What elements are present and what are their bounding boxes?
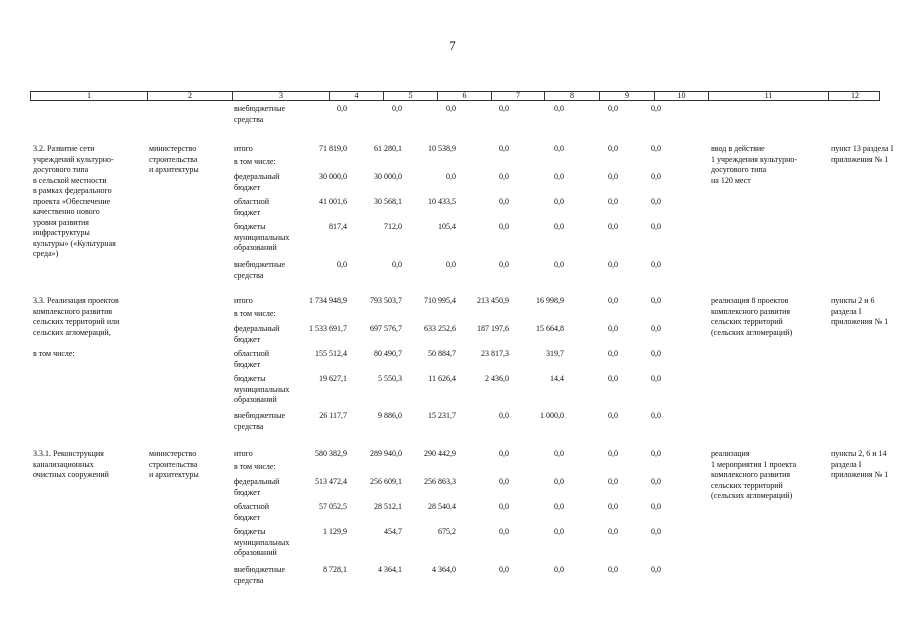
header-cell-11: 11 <box>708 92 828 100</box>
amount-cell-col5: 0,0 <box>392 260 402 269</box>
amount-cell-col7: 0,0 <box>499 411 509 420</box>
header-cell-3: 3 <box>232 92 329 100</box>
funding-source-label: муниципальных <box>234 232 290 242</box>
amount-cell-col5: 4 364,1 <box>378 565 402 574</box>
reference-text: пункты 2, 6 и 14 <box>831 449 887 458</box>
header-cell-10: 10 <box>654 92 708 100</box>
reference-text: приложения № 1 <box>831 154 889 164</box>
amount-cell-col6: 10 538,9 <box>428 144 456 153</box>
amount-cell-col4: 0,0 <box>337 260 347 269</box>
program-item-text: 3.3. Реализация проектов <box>33 296 119 305</box>
amount-cell-col9: 0,0 <box>608 374 618 383</box>
amount-cell-col4: 8 728,1 <box>323 565 347 574</box>
amount-cell-col7: 0,0 <box>499 172 509 181</box>
amount-cell-col8: 0,0 <box>554 477 564 486</box>
program-item-text: инфраструктуры <box>33 228 90 237</box>
header-cell-5: 5 <box>383 92 437 100</box>
amount-cell-col5: 712,0 <box>384 222 402 231</box>
amount-cell-col7: 0,0 <box>499 502 509 511</box>
program-item-text: качественно нового <box>33 207 100 216</box>
amount-cell-col8: 0,0 <box>554 260 564 269</box>
amount-cell-col6: 710 995,4 <box>424 296 456 305</box>
funding-source-label: муниципальных <box>234 384 290 394</box>
funding-source-label: итого <box>234 144 253 153</box>
program-item-text: в сельской местности <box>33 175 107 185</box>
amount-cell-col4: 41 001,6 <box>319 197 347 206</box>
amount-cell-col9: 0,0 <box>608 144 618 153</box>
expected-result: комплексного развития <box>711 306 791 316</box>
header-cell-4: 4 <box>329 92 383 100</box>
amount-cell-col6: 4 364,0 <box>432 565 456 574</box>
funding-source-label: средства <box>234 114 264 124</box>
amount-cell-col6: 0,0 <box>446 172 456 181</box>
amount-cell-col10: 0,0 <box>651 296 661 305</box>
funding-source-label: областной <box>234 349 270 358</box>
amount-cell-col7: 0,0 <box>499 477 509 486</box>
amount-cell-col4: 817,4 <box>329 222 347 231</box>
amount-cell-col4: 513 472,4 <box>315 477 347 486</box>
funding-source-label: образований <box>234 548 277 557</box>
amount-cell-col9: 0,0 <box>608 565 618 574</box>
amount-cell-col6: 0,0 <box>446 104 456 113</box>
amount-cell-col9: 0,0 <box>608 104 618 113</box>
program-item-text: канализационных <box>33 459 94 469</box>
amount-cell-col5: 289 940,0 <box>370 449 402 458</box>
amount-cell-col9: 0,0 <box>608 349 618 358</box>
funding-source-label: средства <box>234 575 264 585</box>
amount-cell-col10: 0,0 <box>651 144 661 153</box>
amount-cell-col6: 50 884,7 <box>428 349 456 358</box>
amount-cell-col6: 675,2 <box>438 527 456 536</box>
amount-cell-col6: 10 433,5 <box>428 197 456 206</box>
reference-text: приложения № 1 <box>831 317 889 326</box>
reference-text: раздела I <box>831 306 862 316</box>
program-item-text: учреждений культурно- <box>33 154 114 164</box>
amount-cell-col8: 0,0 <box>554 527 564 536</box>
amount-cell-col5: 30 568,1 <box>374 197 402 206</box>
funding-source-label: образований <box>234 395 277 404</box>
funding-source-label: итого <box>234 449 253 458</box>
amount-cell-col8: 319,7 <box>546 349 564 358</box>
amount-cell-col9: 0,0 <box>608 411 618 420</box>
amount-cell-col10: 0,0 <box>651 477 661 486</box>
program-item-text: сельских агломераций, <box>33 327 111 337</box>
expected-result: досугового типа <box>711 165 767 174</box>
funding-source-label: в том числе: <box>234 462 276 471</box>
amount-cell-col5: 80 490,7 <box>374 349 402 358</box>
program-item-text: в том числе: <box>33 348 75 358</box>
header-cell-6: 6 <box>437 92 491 100</box>
header-cell-12: 12 <box>828 92 881 100</box>
funding-source-label: федеральный <box>234 477 280 486</box>
program-item-text: проекта «Обеспечение <box>33 196 111 206</box>
funding-source-label: внебюджетные <box>234 260 285 269</box>
funding-source-label: бюджет <box>234 182 261 192</box>
amount-cell-col5: 454,7 <box>384 527 402 536</box>
funding-source-label: средства <box>234 270 264 280</box>
expected-result: комплексного развития <box>711 470 791 479</box>
responsible-executor: министерство <box>149 449 197 458</box>
funding-source-label: бюджеты <box>234 527 266 536</box>
amount-cell-col6: 105,4 <box>438 222 456 231</box>
amount-cell-col6: 28 540,4 <box>428 502 456 511</box>
expected-result: ввод в действие <box>711 144 765 153</box>
funding-source-label: бюджет <box>234 512 261 522</box>
amount-cell-col10: 0,0 <box>651 374 661 383</box>
amount-cell-col8: 16 998,9 <box>536 296 564 305</box>
amount-cell-col7: 0,0 <box>499 565 509 574</box>
amount-cell-col6: 15 231,7 <box>428 411 456 420</box>
expected-result: на 120 мест <box>711 175 751 185</box>
amount-cell-col8: 0,0 <box>554 449 564 458</box>
amount-cell-col6: 633 252,6 <box>424 324 456 333</box>
expected-result: реализация <box>711 449 750 458</box>
funding-source-label: в том числе: <box>234 309 276 318</box>
responsible-executor: министерство <box>149 144 197 153</box>
program-item-text: досугового типа <box>33 165 89 174</box>
responsible-executor: и архитектуры <box>149 165 199 174</box>
amount-cell-col5: 9 886,0 <box>378 411 402 420</box>
funding-source-label: бюджет <box>234 334 261 344</box>
amount-cell-col4: 0,0 <box>337 104 347 113</box>
program-item-text: среда») <box>33 249 59 258</box>
amount-cell-col10: 0,0 <box>651 104 661 113</box>
responsible-executor: строительства <box>149 459 198 469</box>
program-item-text: сельских территорий или <box>33 317 120 326</box>
header-cell-2: 2 <box>147 92 232 100</box>
program-item-text: комплексного развития <box>33 306 113 316</box>
amount-cell-col7: 0,0 <box>499 197 509 206</box>
program-item-text: 3.3.1. Реконструкция <box>33 449 104 458</box>
expected-result: (сельских агломераций) <box>711 327 793 337</box>
funding-source-label: в том числе: <box>234 157 276 166</box>
amount-cell-col8: 0,0 <box>554 222 564 231</box>
amount-cell-col8: 0,0 <box>554 197 564 206</box>
amount-cell-col7: 23 817,3 <box>481 349 509 358</box>
amount-cell-col8: 15 664,8 <box>536 324 564 333</box>
funding-source-label: областной <box>234 502 270 511</box>
amount-cell-col8: 0,0 <box>554 144 564 153</box>
amount-cell-col9: 0,0 <box>608 260 618 269</box>
funding-source-label: федеральный <box>234 172 280 181</box>
amount-cell-col8: 0,0 <box>554 565 564 574</box>
amount-cell-col7: 0,0 <box>499 449 509 458</box>
reference-text: пункт 13 раздела I <box>831 144 894 153</box>
amount-cell-col4: 1 533 691,7 <box>309 324 347 333</box>
header-cell-7: 7 <box>491 92 544 100</box>
amount-cell-col6: 256 863,3 <box>424 477 456 486</box>
funding-source-label: внебюджетные <box>234 104 285 113</box>
amount-cell-col9: 0,0 <box>608 324 618 333</box>
amount-cell-col9: 0,0 <box>608 172 618 181</box>
amount-cell-col5: 61 280,1 <box>374 144 402 153</box>
reference-text: раздела I <box>831 459 862 469</box>
amount-cell-col5: 30 000,0 <box>374 172 402 181</box>
amount-cell-col7: 0,0 <box>499 222 509 231</box>
header-cell-9: 9 <box>599 92 654 100</box>
expected-result: сельских территорий <box>711 317 783 326</box>
amount-cell-col7: 213 450,9 <box>477 296 509 305</box>
amount-cell-col9: 0,0 <box>608 527 618 536</box>
funding-source-label: итого <box>234 296 253 305</box>
amount-cell-col4: 30 000,0 <box>319 172 347 181</box>
amount-cell-col10: 0,0 <box>651 527 661 536</box>
amount-cell-col6: 11 626,4 <box>428 374 456 383</box>
amount-cell-col4: 1 129,9 <box>323 527 347 536</box>
amount-cell-col5: 697 576,7 <box>370 324 402 333</box>
program-item-text: в рамках федерального <box>33 186 112 195</box>
amount-cell-col8: 1 000,0 <box>540 411 564 420</box>
expected-result: (сельских агломераций) <box>711 491 793 500</box>
program-item-text: очистных сооружений <box>33 470 109 479</box>
amount-cell-col8: 0,0 <box>554 104 564 113</box>
amount-cell-col10: 0,0 <box>651 502 661 511</box>
program-item-text: уровня развития <box>33 217 89 227</box>
amount-cell-col10: 0,0 <box>651 222 661 231</box>
amount-cell-col10: 0,0 <box>651 565 661 574</box>
expected-result: сельских территорий <box>711 480 783 490</box>
amount-cell-col9: 0,0 <box>608 477 618 486</box>
header-cell-8: 8 <box>544 92 599 100</box>
amount-cell-col9: 0,0 <box>608 222 618 231</box>
responsible-executor: и архитектуры <box>149 470 199 479</box>
expected-result: 1 учреждения культурно- <box>711 154 798 164</box>
amount-cell-col5: 256 609,1 <box>370 477 402 486</box>
header-cell-1: 1 <box>87 91 91 100</box>
amount-cell-col6: 0,0 <box>446 260 456 269</box>
funding-source-label: бюджет <box>234 487 261 497</box>
funding-source-label: средства <box>234 421 264 431</box>
funding-source-label: бюджеты <box>234 222 266 231</box>
page-number: 7 <box>449 38 456 53</box>
funding-source-label: муниципальных <box>234 537 290 547</box>
amount-cell-col5: 793 503,7 <box>370 296 402 305</box>
amount-cell-col7: 0,0 <box>499 104 509 113</box>
amount-cell-col8: 14,4 <box>550 374 564 383</box>
amount-cell-col5: 0,0 <box>392 104 402 113</box>
table-header-row <box>30 91 880 101</box>
amount-cell-col10: 0,0 <box>651 197 661 206</box>
amount-cell-col9: 0,0 <box>608 502 618 511</box>
amount-cell-col6: 290 442,9 <box>424 449 456 458</box>
amount-cell-col10: 0,0 <box>651 449 661 458</box>
funding-source-label: внебюджетные <box>234 565 285 574</box>
funding-source-label: федеральный <box>234 324 280 333</box>
expected-result: реализация 8 проектов <box>711 296 789 305</box>
funding-source-label: внебюджетные <box>234 411 285 420</box>
funding-source-label: образований <box>234 243 277 252</box>
amount-cell-col5: 28 512,1 <box>374 502 402 511</box>
funding-source-label: бюджет <box>234 207 261 217</box>
expected-result: 1 мероприятия 1 проекта <box>711 459 797 469</box>
reference-text: пункты 2 и 6 <box>831 296 875 305</box>
amount-cell-col9: 0,0 <box>608 296 618 305</box>
amount-cell-col8: 0,0 <box>554 502 564 511</box>
amount-cell-col10: 0,0 <box>651 411 661 420</box>
amount-cell-col7: 0,0 <box>499 144 509 153</box>
program-item-text: 3.2. Развитие сети <box>33 144 95 153</box>
amount-cell-col10: 0,0 <box>651 349 661 358</box>
responsible-executor: строительства <box>149 154 198 164</box>
funding-source-label: бюджет <box>234 359 261 369</box>
amount-cell-col10: 0,0 <box>651 260 661 269</box>
amount-cell-col4: 580 382,9 <box>315 449 347 458</box>
amount-cell-col10: 0,0 <box>651 324 661 333</box>
reference-text: приложения № 1 <box>831 470 889 479</box>
amount-cell-col7: 187 197,6 <box>477 324 509 333</box>
amount-cell-col5: 5 550,3 <box>378 374 402 383</box>
amount-cell-col4: 19 627,1 <box>319 374 347 383</box>
amount-cell-col7: 0,0 <box>499 260 509 269</box>
amount-cell-col4: 26 117,7 <box>319 411 347 420</box>
funding-source-label: областной <box>234 197 270 206</box>
amount-cell-col10: 0,0 <box>651 172 661 181</box>
amount-cell-col8: 0,0 <box>554 172 564 181</box>
amount-cell-col9: 0,0 <box>608 449 618 458</box>
amount-cell-col4: 57 052,5 <box>319 502 347 511</box>
program-item-text: культуры» («Культурная <box>33 238 116 248</box>
amount-cell-col9: 0,0 <box>608 197 618 206</box>
amount-cell-col4: 71 819,0 <box>319 144 347 153</box>
amount-cell-col7: 2 436,0 <box>485 374 509 383</box>
amount-cell-col4: 1 734 948,9 <box>309 296 347 305</box>
funding-source-label: бюджеты <box>234 374 266 383</box>
amount-cell-col4: 155 512,4 <box>315 349 347 358</box>
amount-cell-col7: 0,0 <box>499 527 509 536</box>
